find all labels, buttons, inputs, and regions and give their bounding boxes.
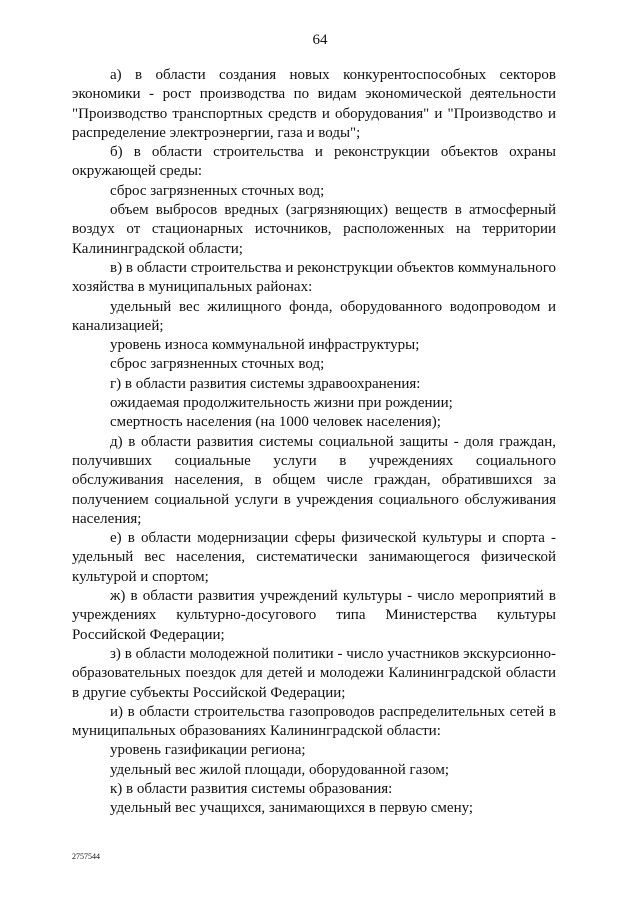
paragraph: ожидаемая продолжительность жизни при рождении; xyxy=(110,395,453,412)
paragraph: сброс загрязненных сточных вод; xyxy=(110,356,325,373)
paragraph: б) в области строительства и реконструкции объектов охраны окружающей среды: xyxy=(72,144,556,180)
paragraph: а) в области создания новых конкурентоспособных секторов экономики - рост производства по видам экономической деятельности "Производство транспортных средств и оборудования" и "Производство и распределение электроэнергии, газа и воды"; xyxy=(72,67,556,141)
document-id: 2757544 xyxy=(72,852,100,861)
paragraph: е) в области модернизации сферы физической культуры и спорта - удельный вес населения, систематически занимающегося физической культурой и спортом; xyxy=(72,530,556,585)
paragraph: сброс загрязненных сточных вод; xyxy=(110,182,325,199)
paragraph: и) в области строительства газопроводов распределительных сетей в муниципальных образованиях Калининградской области: xyxy=(72,703,556,740)
paragraph: удельный вес учащихся, занимающихся в первую смену; xyxy=(110,800,474,817)
paragraph: уровень износа коммунальной инфраструктуры; xyxy=(110,337,420,354)
paragraph: д) в области развития системы социальной защиты - доля граждан, получивших социальные услуги в учреждениях социального обслуживания населения, в общем числе граждан, обратившихся за получением социальной услуги в учреждения социального обслуживания населения; xyxy=(72,433,556,527)
paragraph: г) в области развития системы здравоохранения: xyxy=(110,375,421,392)
document-body xyxy=(72,66,556,819)
paragraph: з) в области молодежной политики - число участников экскурсионно-образовательных поездок для детей и молодежи Калининградской области в другие субъекты Российской Федерации; xyxy=(72,645,556,701)
page-number: 64 xyxy=(312,32,328,48)
paragraph: удельный вес жилой площади, оборудованной газом; xyxy=(110,761,450,778)
paragraph: ж) в области развития учреждений культуры - число мероприятий в учреждениях культурно-досугового типа Министерства культуры Российской Федерации; xyxy=(72,588,556,643)
paragraph: уровень газификации региона; xyxy=(110,742,306,759)
paragraph: объем выбросов вредных (загрязняющих) веществ в атмосферный воздух от стационарных источников, расположенных на территории Калининградской области; xyxy=(72,202,556,257)
paragraph: смертность населения (на 1000 человек населения); xyxy=(110,414,441,431)
paragraph: к) в области развития системы образования: xyxy=(110,780,393,797)
paragraph: удельный вес жилищного фонда, оборудованного водопроводом и канализацией; xyxy=(72,298,556,334)
paragraph: в) в области строительства и реконструкции объектов коммунального хозяйства в муниципальных районах: xyxy=(72,259,556,296)
